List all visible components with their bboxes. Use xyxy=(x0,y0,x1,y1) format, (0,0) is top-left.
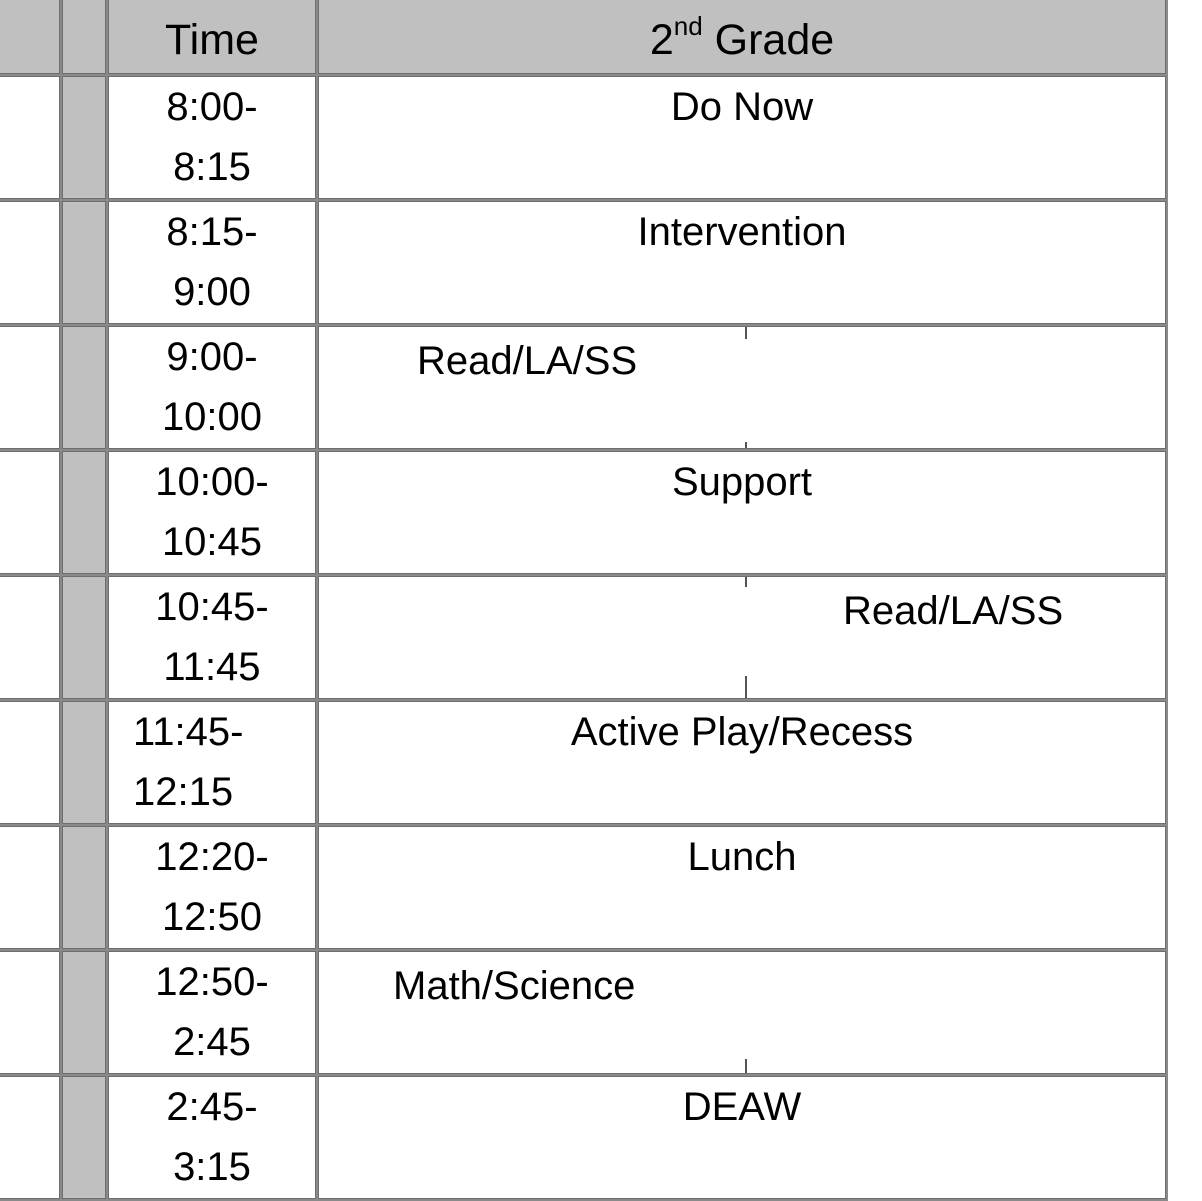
activity-label: Intervention xyxy=(637,210,847,254)
time-start: 8:00- xyxy=(166,85,258,129)
time-end: 9:00 xyxy=(173,270,251,314)
activity-label: DEAW xyxy=(682,1085,802,1129)
time-end: 3:15 xyxy=(173,1145,251,1189)
time-cell xyxy=(108,76,316,199)
time-cell xyxy=(108,951,316,1074)
gray-cell xyxy=(62,326,106,449)
time-header: Time xyxy=(108,0,316,74)
table-row xyxy=(0,201,1166,324)
time-start: 9:00- xyxy=(166,335,258,379)
time-end: 10:45 xyxy=(161,520,263,564)
time-start: 8:15- xyxy=(166,210,258,254)
header-row xyxy=(0,0,1166,74)
table-row xyxy=(0,701,1166,824)
time-cell xyxy=(108,826,316,949)
gray-cell xyxy=(62,826,106,949)
time-end: 8:15 xyxy=(173,145,251,189)
gray-cell xyxy=(62,76,106,199)
gray-cell xyxy=(62,576,106,699)
blank-cell xyxy=(0,576,60,699)
gray-cell xyxy=(62,451,106,574)
table-row xyxy=(0,76,1166,199)
activity-label: Read/LA/SS xyxy=(843,589,1064,633)
time-cell xyxy=(108,201,316,324)
split-mark xyxy=(745,1059,747,1073)
activity-cell xyxy=(318,326,1166,449)
blank-cell xyxy=(0,1076,60,1199)
activity-cell xyxy=(318,951,1166,1074)
grade-header xyxy=(318,0,1166,74)
time-cell xyxy=(108,326,316,449)
time-end: 11:45 xyxy=(163,645,261,689)
time-end: 10:00 xyxy=(161,395,263,439)
activity-label: Support xyxy=(671,460,813,504)
time-end: 12:15 xyxy=(133,770,234,814)
split-mark xyxy=(745,676,747,698)
grade-suffix: nd xyxy=(673,10,703,41)
blank-cell xyxy=(0,76,60,199)
activity-label: Read/LA/SS xyxy=(417,339,638,383)
blank-cell xyxy=(0,951,60,1074)
gray-cell xyxy=(62,201,106,324)
activity-cell xyxy=(318,76,1166,199)
activity-cell xyxy=(318,576,1166,699)
table-row xyxy=(0,576,1166,699)
time-start: 10:45- xyxy=(155,585,269,629)
time-start: 11:45- xyxy=(133,710,244,754)
activity-cell xyxy=(318,826,1166,949)
blank-cell xyxy=(0,201,60,324)
time-start: 12:50- xyxy=(155,960,269,1004)
activity-cell xyxy=(318,451,1166,574)
split-mark xyxy=(745,327,747,339)
table-row xyxy=(0,951,1166,1074)
time-cell xyxy=(108,1076,316,1199)
time-start: 12:20- xyxy=(155,835,269,879)
table-row xyxy=(0,326,1166,449)
activity-label: Active Play/Recess xyxy=(570,710,914,754)
activity-cell xyxy=(318,201,1166,324)
time-cell xyxy=(108,451,316,574)
blank-cell xyxy=(0,826,60,949)
split-mark xyxy=(745,442,747,448)
grade-number: 2 xyxy=(649,16,674,64)
blank-cell xyxy=(0,701,60,824)
header-blank-cell xyxy=(0,0,60,74)
activity-cell xyxy=(318,1076,1166,1199)
blank-cell xyxy=(0,326,60,449)
activity-cell xyxy=(318,701,1166,824)
split-mark xyxy=(745,577,747,587)
header-gray-cell xyxy=(62,0,106,74)
table-row xyxy=(0,826,1166,949)
gray-cell xyxy=(62,951,106,1074)
time-end: 12:50 xyxy=(161,895,263,939)
activity-label: Math/Science xyxy=(393,964,636,1008)
time-start: 10:00- xyxy=(155,460,269,504)
activity-label: Lunch xyxy=(687,835,797,879)
table-row xyxy=(0,1076,1166,1199)
grade-word: Grade xyxy=(714,16,835,64)
time-cell xyxy=(108,576,316,699)
blank-cell xyxy=(0,451,60,574)
table-row xyxy=(0,451,1166,574)
time-end: 2:45 xyxy=(173,1020,251,1064)
activity-label: Do Now xyxy=(670,85,814,129)
time-start: 2:45- xyxy=(166,1085,258,1129)
time-cell xyxy=(108,701,316,824)
gray-cell xyxy=(62,701,106,824)
gray-cell xyxy=(62,1076,106,1199)
